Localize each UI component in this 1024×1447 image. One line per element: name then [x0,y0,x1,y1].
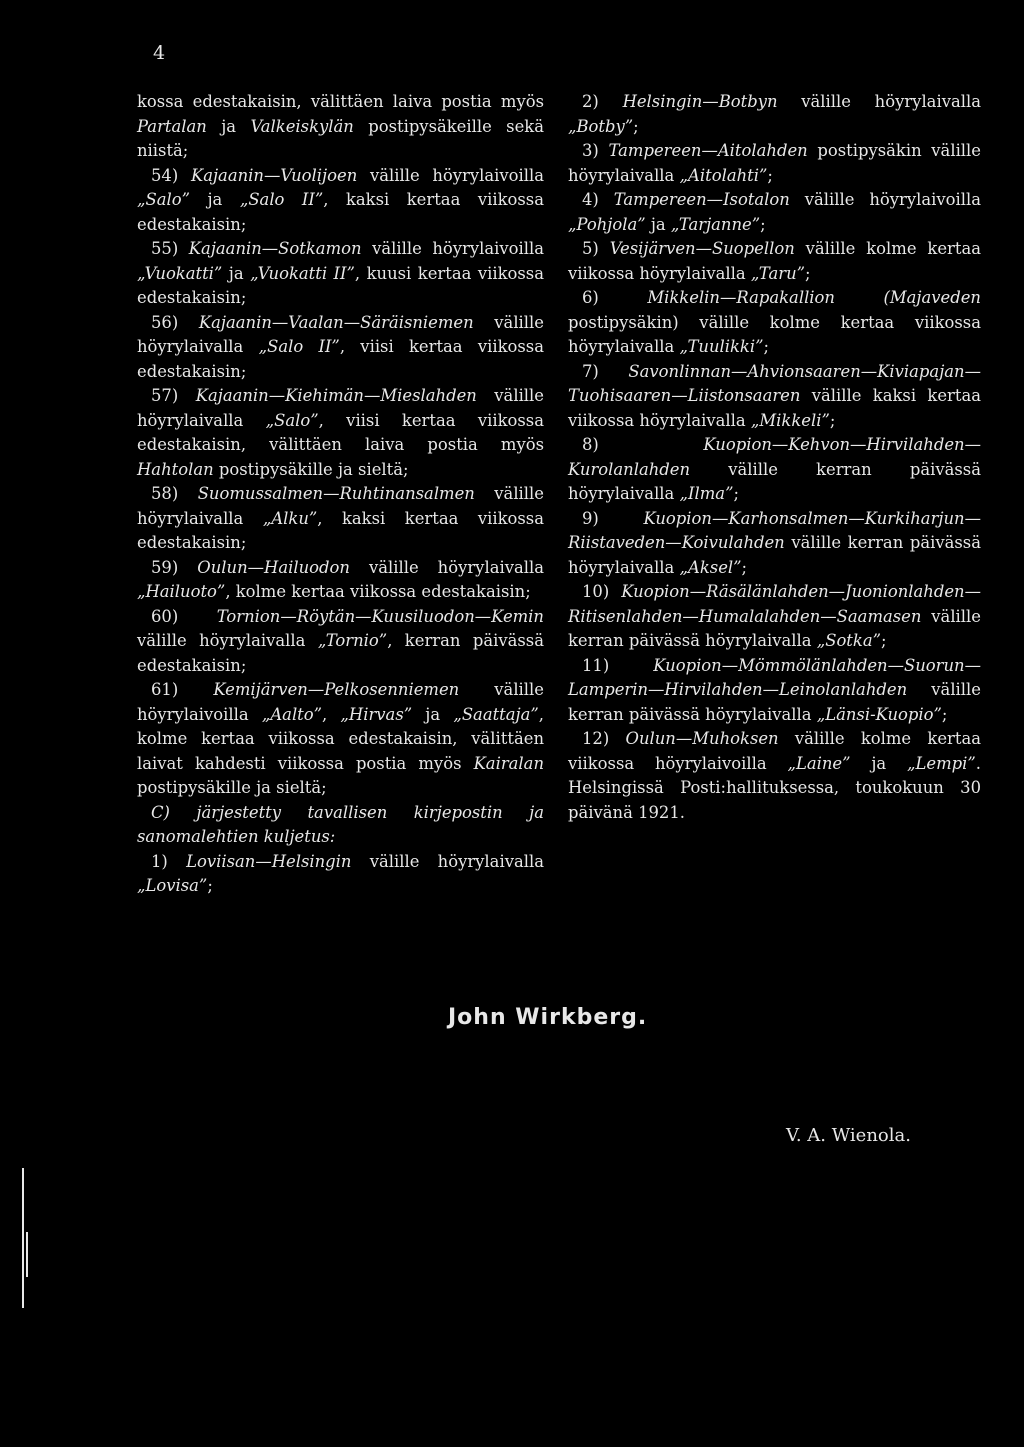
text-run: ja [412,704,454,724]
text-run: välille höyrylaivalla [137,484,544,528]
italic-text: Kuopion—Räsälänlahden—Juonionlahden—Ritisenlahden—Humalalahden—Saamasen [568,582,981,626]
paragraph-6 [568,286,981,360]
text-run: ; [633,116,639,136]
text-run: postipysäkeille sekä niistä; [137,116,544,160]
text-run: 11) [582,655,654,675]
italic-text: Mikkelin—Rapakallion (Majaveden [647,288,981,307]
text-run: ; [207,876,213,895]
paragraph-3 [568,139,981,188]
italic-text: Kajaanin—Kiehimän—Mieslahden [195,386,477,405]
text-run: ja [206,116,251,136]
text-run: välille höyrylaivalla [137,312,544,356]
italic-text: Valkeiskylän [250,116,354,136]
italic-text: Savonlinnan—Ahvionsaaren—Kiviapajan—Tuohisaaren—Liistonsaaren [568,361,981,405]
italic-text: „Salo” [137,190,190,209]
text-run: postipysäkin) välille kolme kertaa viikossa höyrylaivalla [568,312,981,356]
italic-text: „Saattaja” [453,704,539,724]
text-run: 54) [151,165,191,185]
italic-text: „Länsi-Kuopio” [816,704,942,724]
italic-text: „Botby” [568,116,634,136]
italic-text: „Aalto” [261,704,323,724]
text-run: 12) [582,729,626,748]
text-run: 60) [151,606,217,626]
text-run: välille höyrylaivalla [137,631,318,650]
page-number: 4 [153,42,166,64]
text-run: 7) [582,361,629,381]
text-run: 2) [582,92,623,111]
paragraph-54 [137,164,544,238]
text-run: 3) [582,141,609,160]
text-run: ; [767,165,773,185]
italic-text: Hahtolan [137,459,214,479]
italic-text: „Vuokatti II” [250,263,355,283]
right-column [568,90,981,825]
paragraph-1 [137,850,544,899]
paragraph-61 [137,678,544,801]
paragraph-12 [568,727,981,825]
text-run: , kerran päivässä edestakaisin; [137,631,544,675]
paragraph-cont [137,90,544,164]
italic-text: „Aksel” [679,557,742,577]
italic-text: „Lempi” [907,753,976,773]
text-run: postipysäkille ja sieltä; [213,459,409,479]
italic-text: Suomussalmen—Ruhtinansalmen [197,484,475,503]
text-run: välille kerran päivässä höyrylaivalla [568,606,981,650]
italic-text: Kairalan [473,753,544,773]
paragraph-60 [137,605,544,679]
italic-text: Loviisan—Helsingin [186,851,352,871]
text-run: kossa edestakaisin, välittäen laiva postia myös [137,92,544,111]
text-run: 4) [582,190,614,209]
italic-text: Tornion—Röytän—Kuusiluodon—Kemin [216,606,544,626]
text-run: ja [645,214,671,234]
text-run: välille kolme kertaa viikossa höyrylaivalla [568,239,981,283]
italic-text: „Vuokatti” [137,263,223,283]
italic-text: „Tarjanne” [670,214,761,234]
text-run: välille kerran päivässä höyrylaivalla [568,459,981,503]
text-run: 10) [582,582,622,601]
text-run: 58) [151,484,198,503]
paragraph-57 [137,384,544,482]
italic-text: „Tornio” [317,631,388,650]
italic-text: Tampereen—Aitolahden [608,141,808,160]
text-run: välille kolme kertaa viikossa höyrylaivoilla [568,729,981,773]
text-run: ja [850,753,908,773]
italic-text: C) järjestetty tavallisen kirjepostin ja sanomalehtien kuljetus: [137,802,544,846]
paragraph-2 [568,90,981,139]
italic-text: „Pohjola” [568,214,646,234]
text-run: 1) [151,851,187,871]
text-run: välille höyrylaivoilla [789,190,981,209]
paragraph-11 [568,654,981,728]
margin-rule-short [26,1232,28,1277]
italic-text: „Laine” [787,753,851,773]
paragraph-7 [568,360,981,434]
italic-text: Partalan [137,116,207,136]
left-column [137,90,544,899]
text-run: 56) [151,312,199,332]
italic-text: „Mikkeli” [750,410,830,430]
italic-text: „Salo” [265,410,319,430]
italic-text: Vesijärven—Suopellon [609,239,795,258]
text-run: 57) [151,386,196,405]
text-run: välille kerran päivässä höyrylaivalla [568,533,981,577]
text-run: 5) [582,239,610,258]
italic-text: Tampereen—Isotalon [613,190,790,209]
text-run: välille höyrylaivalla [349,557,544,577]
text-run: , kolme kertaa viikossa edestakaisin; [225,582,531,601]
italic-text: Oulun—Hailuodon [197,557,350,577]
text-run: välille höyrylaivoilla [137,680,544,724]
paragraph-58 [137,482,544,556]
text-run: ja [222,263,251,283]
paragraph-9 [568,507,981,581]
italic-text: „Hirvas” [340,704,413,724]
text-run: ; [829,410,836,430]
text-run: , kolme kertaa viikossa edestakaisin, välittäen laivat kahdesti viikossa postia myös [137,704,544,773]
italic-text: „Alku” [262,508,318,528]
text-run: ; [880,631,887,650]
italic-text: „Lovisa” [137,876,208,895]
text-run: , viisi kertaa viikossa edestakaisin; [137,337,544,381]
paragraph-59 [137,556,544,605]
italic-text: „Hailuoto” [137,582,226,601]
text-run: 9) [582,508,644,528]
paragraph-C [137,801,544,850]
italic-text: Kuopion—Kehvon—Hirvilahden—Kurolanlahden [568,435,981,479]
italic-text: Kajaanin—Vaalan—Säräisniemen [198,312,474,332]
text-run: postipysäkille ja sieltä; [137,778,327,797]
text-run: ; [763,337,769,356]
paragraph-5 [568,237,981,286]
text-run: 61) [151,680,214,699]
text-run: välille höyrylaivalla [777,92,981,111]
text-run: , kaksi kertaa viikossa edestakaisin; [137,508,544,552]
italic-text: „Taru” [750,263,805,283]
italic-text: Kemijärven—Pelkosenniemen [213,680,460,699]
italic-text: „Sotka” [816,631,881,650]
italic-text: Kajaanin—Vuolijoen [190,165,358,185]
italic-text: „Tuulikki” [679,337,764,356]
countersignature: V. A. Wienola. [786,1125,911,1146]
text-run: postipysäkin välille höyrylaivalla [568,141,981,185]
italic-text: Kuopion—Karhonsalmen—Kurkiharjun—Riistaveden—Koivulahden [568,508,981,552]
italic-text: Kajaanin—Sotkamon [188,239,362,258]
text-run: 8) [582,435,704,454]
text-run: välille kaksi kertaa viikossa höyrylaivalla [568,386,981,430]
italic-text: Oulun—Muhoksen [625,729,779,748]
text-run: välille kerran päivässä höyrylaivalla [568,680,981,724]
text-run: 59) [151,557,198,577]
text-run: ; [760,214,766,234]
text-run: ; [733,484,739,503]
italic-text: „Salo II” [239,190,324,209]
text-run: 55) [151,239,189,258]
text-run: välille höyrylaivalla [137,386,544,430]
italic-text: „Salo II” [258,337,340,356]
italic-text: Kuopion—Mömmölänlahden—Suorun—Lamperin—Hirvilahden—Leinolanlahden [568,655,981,699]
text-run: ; [805,263,811,283]
text-run: , [322,704,341,724]
text-run: , kaksi kertaa viikossa edestakaisin; [137,190,544,234]
italic-text: Helsingin—Botbyn [622,92,778,111]
paragraph-10 [568,580,981,654]
text-run: 6) [582,288,648,307]
text-run: välille höyrylaivoilla [361,239,544,258]
text-run: välille höyrylaivoilla [357,165,544,185]
paragraph-4 [568,188,981,237]
italic-text: „Aitolahti” [679,165,768,185]
paragraph-56 [137,311,544,385]
text-run: ; [741,557,748,577]
text-run: ; [941,704,948,724]
paragraph-55 [137,237,544,311]
italic-text: „Ilma” [679,484,734,503]
text-run: , kuusi kertaa viikossa edestakaisin; [137,263,544,307]
margin-rule [22,1168,24,1308]
text-run: , viisi kertaa viikossa edestakaisin, välittäen laiva postia myös [137,410,544,454]
text-run: ja [189,190,240,209]
text-run: . Helsingissä Posti:hallituksessa, toukokuun 30 päivänä 1921. [568,753,981,822]
signature: John Wirkberg. [448,1005,648,1030]
paragraph-8 [568,433,981,507]
text-run: välille höyrylaivalla [351,851,544,871]
